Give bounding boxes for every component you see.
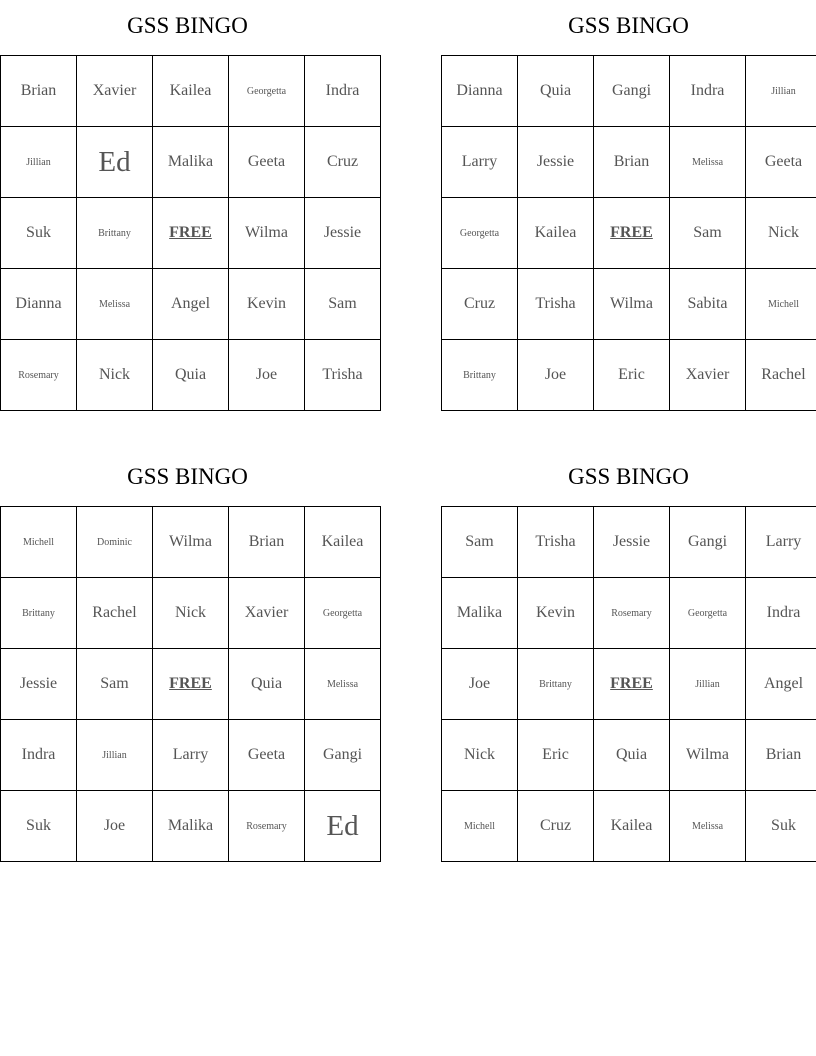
bingo-cell: Kailea (518, 198, 594, 269)
grid-row (442, 649, 816, 720)
bingo-cell: Quia (229, 649, 305, 720)
bingo-cell: Geeta (229, 127, 305, 198)
free-space-cell: FREE (594, 198, 670, 269)
bingo-cell: Dianna (442, 56, 518, 127)
bingo-cell: Rachel (746, 340, 816, 411)
bingo-cell: Joe (77, 791, 153, 862)
bingo-cell: Michell (1, 507, 77, 578)
grid-row (442, 720, 816, 791)
bingo-cell: Georgetta (670, 578, 746, 649)
bingo-cell: Jillian (77, 720, 153, 791)
bingo-cell: Kailea (153, 56, 229, 127)
bingo-cell: Larry (746, 507, 816, 578)
bingo-cell: Geeta (746, 127, 816, 198)
bingo-cell: Joe (229, 340, 305, 411)
bingo-cell: Xavier (77, 56, 153, 127)
grid-row (442, 578, 816, 649)
bingo-grid (0, 506, 381, 862)
bingo-cell: Nick (153, 578, 229, 649)
bingo-cell: Michell (746, 269, 816, 340)
grid-row (1, 56, 381, 127)
bingo-grid (441, 55, 816, 411)
bingo-cell: Melissa (670, 791, 746, 862)
bingo-cell: Xavier (229, 578, 305, 649)
bingo-cell: Joe (518, 340, 594, 411)
card-title: GSS BINGO (568, 464, 689, 489)
grid-row (1, 791, 381, 862)
bingo-cell: Sabita (670, 269, 746, 340)
bingo-cell: Nick (442, 720, 518, 791)
bingo-cell: Nick (77, 340, 153, 411)
bingo-cell: Indra (1, 720, 77, 791)
bingo-cell: Quia (153, 340, 229, 411)
bingo-cell: Ed (305, 791, 381, 862)
bingo-cell: Brian (594, 127, 670, 198)
grid-row (1, 127, 381, 198)
bingo-cell: Geeta (229, 720, 305, 791)
bingo-cell: Gangi (594, 56, 670, 127)
grid-row (442, 791, 816, 862)
bingo-cell: Quia (594, 720, 670, 791)
bingo-cell: Wilma (594, 269, 670, 340)
bingo-cell: Jessie (594, 507, 670, 578)
bingo-cell: Kevin (518, 578, 594, 649)
bingo-cell: Jillian (746, 56, 816, 127)
grid-row (442, 198, 816, 269)
bingo-cell: Melissa (77, 269, 153, 340)
grid-row (1, 340, 381, 411)
card-title: GSS BINGO (127, 13, 248, 38)
bingo-cell: Rachel (77, 578, 153, 649)
bingo-cell: Georgetta (442, 198, 518, 269)
bingo-cell: Eric (594, 340, 670, 411)
bingo-cell: Jessie (305, 198, 381, 269)
bingo-cell: Eric (518, 720, 594, 791)
bingo-cell: Trisha (518, 269, 594, 340)
bingo-cell: Kevin (229, 269, 305, 340)
bingo-cell: Wilma (229, 198, 305, 269)
bingo-cell: Joe (442, 649, 518, 720)
bingo-cell: Brittany (77, 198, 153, 269)
bingo-cell: Larry (153, 720, 229, 791)
bingo-cell: Angel (153, 269, 229, 340)
bingo-cell: Georgetta (229, 56, 305, 127)
bingo-cell: Wilma (670, 720, 746, 791)
bingo-cell: Indra (305, 56, 381, 127)
bingo-cell: Rosemary (594, 578, 670, 649)
bingo-cell: Brittany (1, 578, 77, 649)
bingo-cell: Brian (1, 56, 77, 127)
bingo-cell: Melissa (305, 649, 381, 720)
bingo-cell: Indra (670, 56, 746, 127)
bingo-cell: Jessie (1, 649, 77, 720)
bingo-cell: Gangi (305, 720, 381, 791)
bingo-cell: Gangi (670, 507, 746, 578)
bingo-cell: Malika (153, 127, 229, 198)
bingo-cell: Dominic (77, 507, 153, 578)
bingo-cell: Brittany (518, 649, 594, 720)
grid-row (1, 507, 381, 578)
bingo-cell: Suk (1, 198, 77, 269)
grid-row (1, 720, 381, 791)
bingo-cell: Dianna (1, 269, 77, 340)
card-title: GSS BINGO (568, 13, 689, 38)
grid-row (1, 649, 381, 720)
grid-row (442, 340, 816, 411)
bingo-cell: Melissa (670, 127, 746, 198)
bingo-cell: Cruz (442, 269, 518, 340)
bingo-cell: Sam (305, 269, 381, 340)
bingo-cell: Brian (229, 507, 305, 578)
bingo-cell: Malika (153, 791, 229, 862)
bingo-cell: Jessie (518, 127, 594, 198)
bingo-cell: Larry (442, 127, 518, 198)
free-space-cell: FREE (153, 649, 229, 720)
bingo-cell: Malika (442, 578, 518, 649)
bingo-cell: Sam (442, 507, 518, 578)
bingo-cell: Suk (746, 791, 816, 862)
bingo-cell: Georgetta (305, 578, 381, 649)
grid-row (442, 269, 816, 340)
bingo-cell: Indra (746, 578, 816, 649)
grid-row (1, 269, 381, 340)
bingo-cell: Xavier (670, 340, 746, 411)
grid-row (442, 507, 816, 578)
bingo-cell: Wilma (153, 507, 229, 578)
free-space-cell: FREE (594, 649, 670, 720)
grid-row (1, 198, 381, 269)
bingo-cell: Ed (77, 127, 153, 198)
bingo-cell: Kailea (594, 791, 670, 862)
bingo-cell: Quia (518, 56, 594, 127)
bingo-cell: Angel (746, 649, 816, 720)
bingo-grid (0, 55, 381, 411)
bingo-cell: Sam (77, 649, 153, 720)
bingo-cell: Jillian (1, 127, 77, 198)
bingo-cell: Trisha (305, 340, 381, 411)
bingo-cell: Kailea (305, 507, 381, 578)
bingo-cell: Brian (746, 720, 816, 791)
bingo-cell: Nick (746, 198, 816, 269)
bingo-cell: Michell (442, 791, 518, 862)
bingo-cell: Rosemary (1, 340, 77, 411)
grid-row (1, 578, 381, 649)
bingo-cell: Cruz (305, 127, 381, 198)
free-space-cell: FREE (153, 198, 229, 269)
bingo-cell: Trisha (518, 507, 594, 578)
grid-row (442, 127, 816, 198)
bingo-cell: Cruz (518, 791, 594, 862)
grid-row (442, 56, 816, 127)
bingo-cell: Brittany (442, 340, 518, 411)
card-title: GSS BINGO (127, 464, 248, 489)
bingo-grid (441, 506, 816, 862)
bingo-cell: Rosemary (229, 791, 305, 862)
bingo-cell: Sam (670, 198, 746, 269)
bingo-cell: Jillian (670, 649, 746, 720)
bingo-cell: Suk (1, 791, 77, 862)
